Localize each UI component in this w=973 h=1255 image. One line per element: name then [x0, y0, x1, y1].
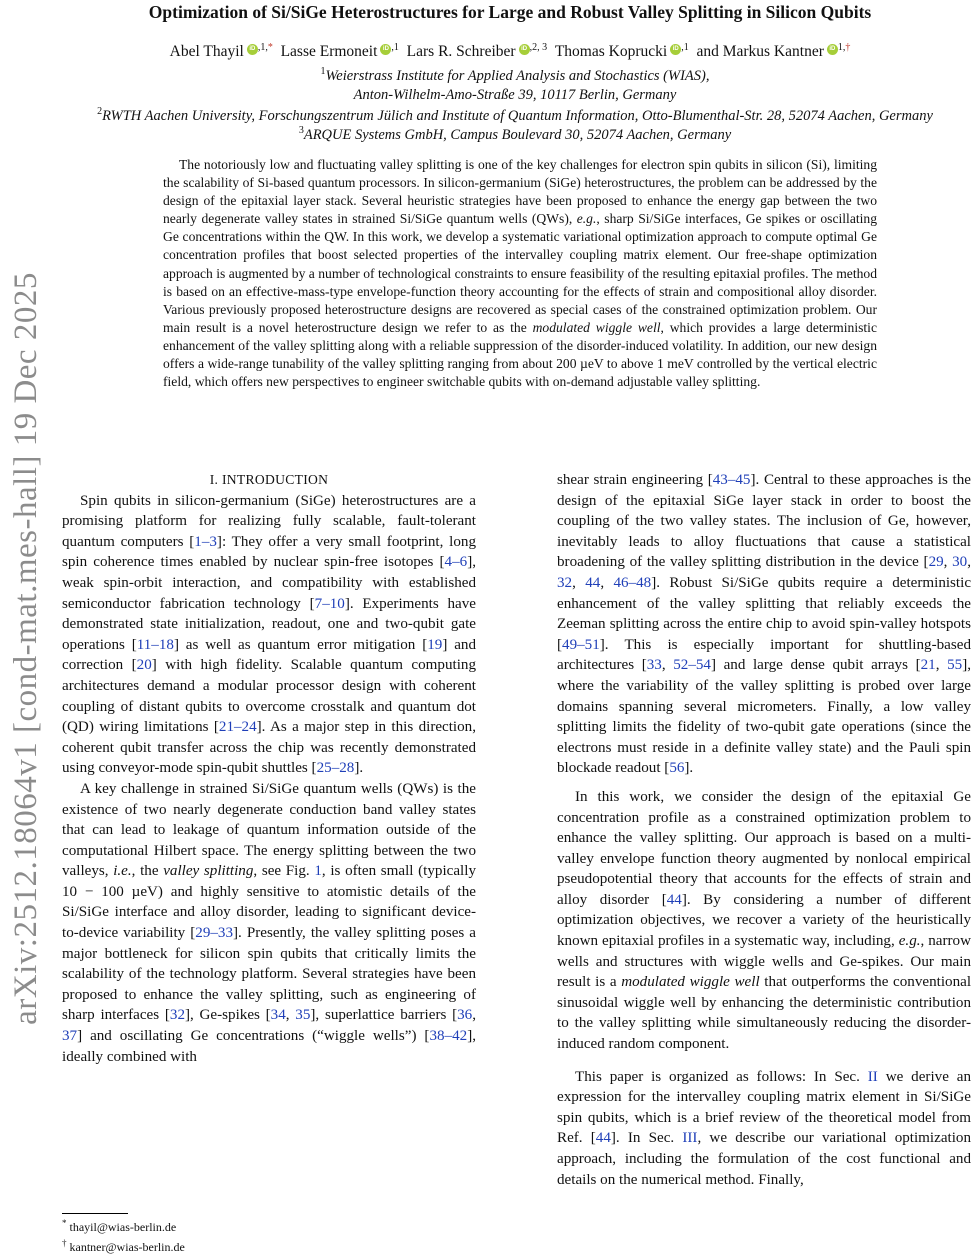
text-run: ]. Presently, the valley splitting poses a major bottleneck for silicon spin qubits that critically limits the scalability of the technology platform. Several strategies have been proposed to enhance the valley splitting, such as engineering of sharp interfaces [ — [62, 925, 476, 1023]
text-run: ]. Experiments have demonstrated state initialization, readout, one and two-qubit gate operations [ — [62, 596, 476, 653]
citation-link[interactable]: 1–3 — [194, 534, 217, 550]
citation-link[interactable]: 44 — [667, 892, 682, 908]
italic-text: i.e. — [113, 863, 131, 879]
text-run: This paper is organized as follows: In Sec. — [575, 1069, 868, 1085]
citation-link[interactable]: III — [682, 1130, 697, 1146]
paragraph — [62, 491, 476, 779]
citation-link[interactable]: 55 — [947, 657, 962, 673]
citation-link[interactable]: 21–24 — [219, 719, 257, 735]
author-name: Lasse Ermoneit — [281, 43, 378, 60]
citation-link[interactable]: 1 — [314, 863, 322, 879]
text-run: ]. As a major step in this direction, coherent qubit transfer across the chip was recently demonstrated using conveyor-mode spin-qubit shuttles [ — [62, 719, 476, 776]
italic-text: e.g. — [899, 933, 921, 949]
text-run: ]. Robust Si/SiGe qubits require a deterministic enhancement of the valley splitting that reliably exceeds the Zeeman splitting across the entire chip to avoid spin-valley hotspots [ — [557, 575, 971, 653]
text-run: ]. — [354, 760, 363, 776]
text-run: ] and large dense qubit arrays [ — [711, 657, 921, 673]
text-run: , the — [132, 863, 164, 879]
author-name: Lars R. Schreiber — [407, 43, 516, 60]
italic-text: valley splitting — [163, 863, 253, 879]
citation-link[interactable]: 44 — [585, 575, 600, 591]
citation-link[interactable]: 44 — [596, 1130, 611, 1146]
text-run: , — [967, 554, 971, 570]
affiliation: $^3$ARQUE Systems GmbH, Campus Boulevard 30, 52074 Aachen, Germany — [60, 125, 970, 144]
text-run: ], ideally combined with — [62, 1028, 476, 1065]
arxiv-stamp: arXiv:2512.18064v1 [cond-mat.mes-hall] 19 Dec 2025 — [4, 208, 48, 1088]
orcid-icon[interactable] — [670, 44, 681, 55]
text-run: , is often small (typically 10 − 100 µeV) and highly sensitive to atomistic details of the Si/SiGe interface and alloy disorder, leading to significant device-to-device variability [ — [62, 863, 476, 941]
citation-link[interactable]: 49–51 — [562, 637, 600, 653]
orcid-icon[interactable] — [247, 44, 258, 55]
author-name: Markus Kantner — [723, 43, 824, 60]
text-run: ] as well as quantum error mitigation [ — [174, 637, 427, 653]
citation-link[interactable]: 29–33 — [195, 925, 233, 941]
text-run: ]. — [684, 760, 693, 776]
citation-link[interactable]: 30 — [952, 554, 967, 570]
author-list: Abel ThayiliD $^{,1,*}$ Lasse ErmoneitiD $^{,1}$ Lars R. SchreiberiD $^{,2, 3}$ Thomas KopruckiiD $^{,1}$ and Markus KantneriD $^{1,\dagger}$ — [60, 42, 960, 61]
footnotes — [62, 1216, 185, 1255]
author-name: Thomas Koprucki — [555, 43, 667, 60]
citation-link[interactable]: 29 — [929, 554, 944, 570]
italic-text: modulated wiggle well — [621, 974, 759, 990]
text-run: , narrow wells and structures with wiggle wells and Ge-spikes. Our main result is a — [557, 933, 971, 990]
text-run: ]: They offer a very small footprint, long spin coherence times enabled by nuclear spin-free isotopes [ — [62, 534, 476, 571]
text-run: , — [572, 575, 585, 591]
citation-link[interactable]: 34 — [271, 1007, 286, 1023]
text-run: , we describe our variational optimization approach, including the formulation of the cost functional and details on the numerical method. Finally, — [557, 1130, 971, 1187]
citation-link[interactable]: 11–18 — [137, 637, 174, 653]
citation-link[interactable]: 21 — [921, 657, 936, 673]
citation-link[interactable]: 4–6 — [445, 554, 468, 570]
text-run: ], Ge-spikes [ — [185, 1007, 271, 1023]
section-heading: I. INTRODUCTION — [62, 470, 476, 491]
text-run: A key challenge in strained Si/SiGe quantum wells (QWs) is the existence of two nearly degenerate conduction band valley states that can lead to leakage of quantum information outside of the computational Hilbert space. The energy splitting between the two valleys, — [62, 781, 476, 879]
citation-link[interactable]: 33 — [647, 657, 662, 673]
text-run: ]. Central to these approaches is the design of the epitaxial SiGe layer stack in order to boost the coupling of the two valley states. The inclusion of Ge, however, inevitably leads to alloy fluctuations that cause a statistical broadening of the valley splitting distribution in the device [ — [557, 472, 971, 570]
text-run: , see Fig. — [253, 863, 314, 879]
paragraph — [557, 787, 971, 1055]
paragraph — [557, 470, 971, 779]
text-run: ]. By considering a number of different optimization objectives, we recover a variety of the heuristically known epitaxial profiles in a systematic way, including, — [557, 892, 971, 949]
affiliation: Anton-Wilhelm-Amo-Straße 39, 10117 Berlin, Germany — [60, 87, 970, 104]
footnote: * thayil@wias-berlin.de — [62, 1216, 185, 1236]
text-run: ] and oscillating Ge concentrations (“wiggle wells”) [ — [77, 1028, 429, 1044]
text-run: In this work, we consider the design of the epitaxial Ge concentration profile as a constrained optimization problem to enhance the valley splitting. Our approach is based on a multi-valley envelope function theory augmented by nonlocal empirical pseudopotential theory that accounts for the effects of strain and alloy disorder [ — [557, 789, 971, 908]
citation-link[interactable]: 20 — [137, 657, 152, 673]
citation-link[interactable]: II — [868, 1069, 878, 1085]
text-run: ], where the variability of the valley splitting is probed over large domains spanning several micrometers. Finally, a low valley splitting limits the fidelity of two-qubit gate operations (since the electrons must reside in a definite valley state) and the Pauli spin blockade readout [ — [557, 657, 971, 776]
text-run: , — [600, 575, 613, 591]
citation-link[interactable]: 38–42 — [429, 1028, 467, 1044]
text-run: ] and correction [ — [62, 637, 476, 674]
text-run: , — [472, 1007, 476, 1023]
citation-link[interactable]: 35 — [295, 1007, 310, 1023]
affiliation: $^1$Weierstrass Institute for Applied Analysis and Stochastics (WIAS), — [60, 66, 970, 85]
text-run: Spin qubits in silicon-germanium (SiGe) heterostructures are a promising platform for realizing fully scalable, fault-tolerant quantum computers [ — [62, 493, 476, 550]
citation-link[interactable]: 56 — [669, 760, 684, 776]
footnote-rule — [62, 1213, 128, 1214]
email-link[interactable]: thayil@wias-berlin.de — [70, 1220, 177, 1234]
left-column — [62, 470, 476, 1067]
text-run: that outperforms the conventional sinusoidal wiggle well by enhancing the deterministic contribution to the valley splitting while simultaneously reducing the disorder-induced random component. — [557, 974, 971, 1052]
text-run: , — [936, 657, 947, 673]
paragraph — [62, 779, 476, 1067]
citation-link[interactable]: 43–45 — [713, 472, 751, 488]
citation-link[interactable]: 25–28 — [317, 760, 355, 776]
text-run: shear strain engineering [ — [557, 472, 713, 488]
citation-link[interactable]: 46–48 — [613, 575, 651, 591]
citation-link[interactable]: 19 — [427, 637, 442, 653]
orcid-icon[interactable] — [827, 44, 838, 55]
text-run: ] with high fidelity. Scalable quantum computing architectures demand a modular processor design with coherent coupling of distant qubits to overcome crosstalk and quantum dot (QD) wiring limitations [ — [62, 657, 476, 735]
email-link[interactable]: kantner@wias-berlin.de — [70, 1240, 185, 1254]
right-column — [557, 470, 971, 1190]
citation-link[interactable]: 52–54 — [673, 657, 711, 673]
citation-link[interactable]: 37 — [62, 1028, 77, 1044]
citation-link[interactable]: 36 — [457, 1007, 472, 1023]
paper-title: Optimization of Si/SiGe Heterostructures for Large and Robust Valley Splitting in Silicon Qubits — [60, 2, 960, 23]
affiliation: $^2$RWTH Aachen University, Forschungszentrum Jülich and Institute of Quantum Information, Otto-Blumenthal-Str. 28, 52074 Aachen, Germany — [60, 106, 970, 125]
text-run: , — [944, 554, 952, 570]
text-run: we derive an expression for the intervalley coupling matrix element in Si/SiGe spin qubits, which is a brief review of the theoretical model from Ref. [ — [557, 1069, 971, 1147]
text-run: ]. This is especially important for shuttling-based architectures [ — [557, 637, 971, 674]
paragraph — [557, 1067, 971, 1191]
text-run: , — [286, 1007, 296, 1023]
text-run: ], superlattice barriers [ — [310, 1007, 457, 1023]
abstract: The notoriously low and fluctuating valley splitting is one of the key challenges for electron spin qubits in silicon (Si), limiting the scalability of Si-based quantum processors. In silicon-germanium (SiGe) heterostructures, the problem can be addressed by the design of the epitaxial layer stack. Several heuristic strategies have been proposed to enhance the energy gap between the two nearly degenerate valley states in strained Si/SiGe quantum wells (QWs), e.g., sharp Si/SiGe interfaces, Ge spikes or oscillating Ge concentrations within the QW. In this work, we develop a systematic variational optimization approach to compute optimal Ge concentration profiles that boost selected properties of the intervalley coupling matrix element. Our free-shape optimization approach is augmented by a number of technological constraints to ensure feasibility of the resulting epitaxial profiles. The method is based on an effective-mass-type envelope-function theory accounting for the effects of strain and compositional alloy disorder. Various previously proposed heterostructure designs are recovered as special cases of the constrained optimization problem. Our main result is a novel heterostructure design we refer to as the modulated wiggle well, which provides a large deterministic enhancement of the valley splitting along with a reliable suppression of the disorder-induced volatility. In addition, our new design offers a wide-range tunability of the valley splitting ranging from about 200 µeV to above 1 meV controlled by the vertical electric field, which offers new perspectives to engineer switchable qubits with on-demand adjustable valley splitting. — [163, 156, 877, 391]
orcid-icon[interactable] — [519, 44, 530, 55]
footnote: † kantner@wias-berlin.de — [62, 1236, 185, 1255]
text-run: ]. In Sec. — [611, 1130, 683, 1146]
citation-link[interactable]: 32 — [557, 575, 572, 591]
citation-link[interactable]: 7–10 — [315, 596, 345, 612]
text-run: , — [662, 657, 673, 673]
text-run: ], weak spin-orbit interaction, and compatibility with established semiconductor fabrication technology [ — [62, 554, 476, 611]
orcid-icon[interactable] — [380, 44, 391, 55]
author-name: Abel Thayil — [170, 43, 244, 60]
citation-link[interactable]: 32 — [170, 1007, 185, 1023]
